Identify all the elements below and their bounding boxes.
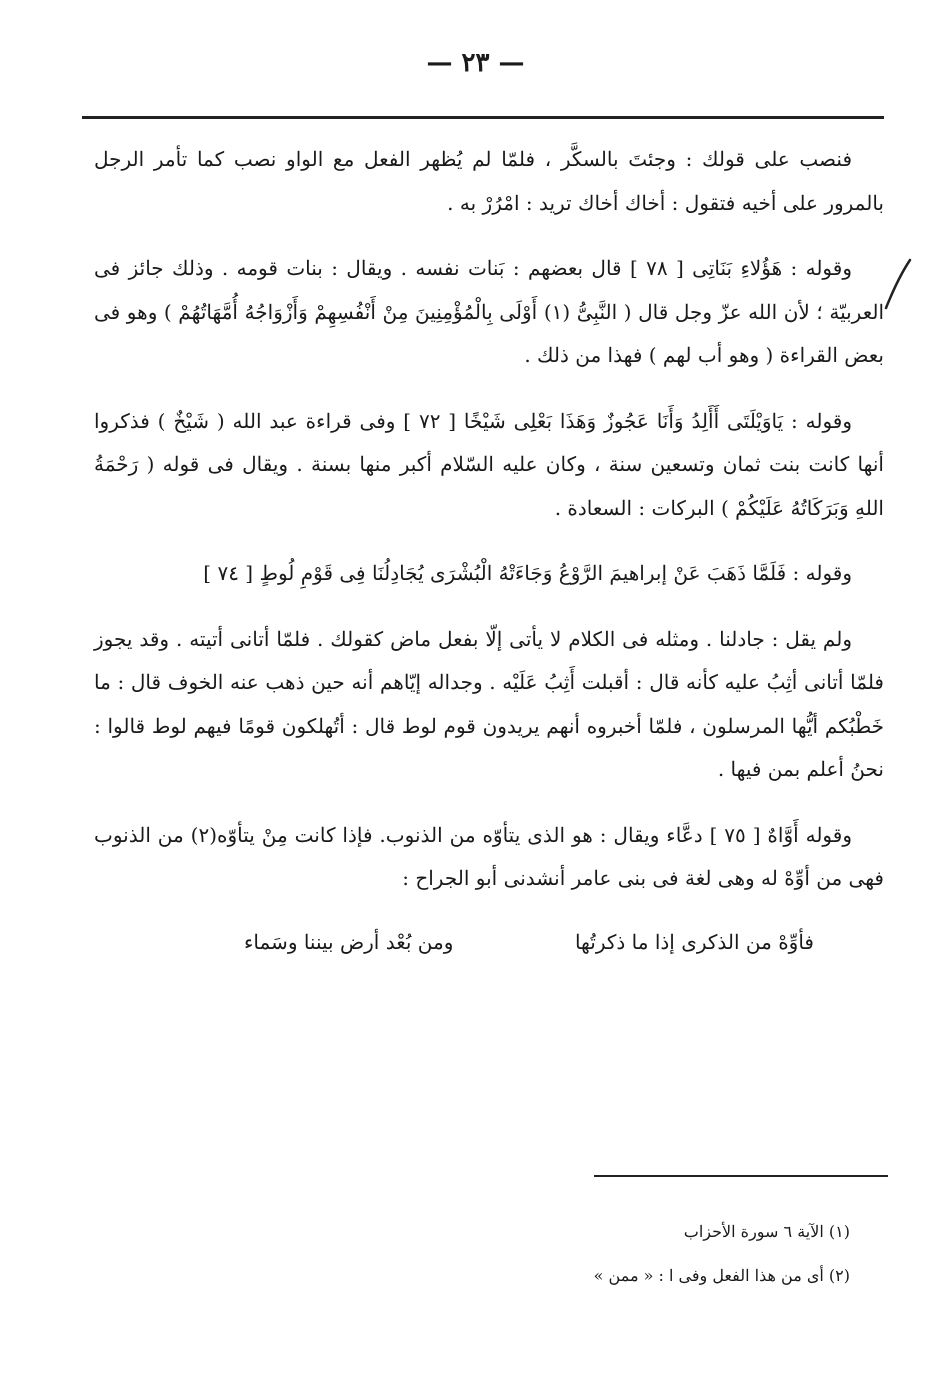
header-rule — [82, 116, 884, 119]
verse-second-hemistich: ومن بُعْد أرض بيننا وسَماء — [244, 929, 454, 954]
poetry-verse — [94, 921, 884, 965]
footnote-2: (٢) أى من هذا الفعل وفى ا : « ممن » — [593, 1266, 850, 1285]
paragraph-5: ولم يقل : جادلنا . ومثله فى الكلام لا يأتى إلّا بفعل ماض كقولك . فلمّا أتانى أتيته . وقد يجوز فلمّا أتانى أثِبُ عليه كأنه قال : أقبلت أَثِبُ عَلَيْه . وجداله إيّاهم أنه حين ذهب عنه الخوف قال : ما خَطْبُكم أيُّها المرسلون ، فلمّا أخبروه أنهم يريدون قوم لوط قال : أتُهلكون قومًا فيهم لوط قالوا : نحنُ أعلم بمن فيها . — [94, 626, 885, 781]
footnote-rule — [594, 1175, 888, 1177]
footnote-1: (١) الآية ٦ سورة الأحزاب — [683, 1222, 850, 1241]
paragraph-6: وقوله أَوَّاهٌ [ ٧٥ ] دعَّاء ويقال : هو الذى يتأوّه من الذنوب. فإذا كانت مِنْ يتأوّه(٢) من الذنوب فهى من أوِّهْ له وهى لغة فى بنى عامر أنشدنى أبو الجراح : — [94, 822, 884, 890]
page-number: — ٢٣ — — [426, 48, 525, 78]
verse-first-hemistich: فأوِّهْ من الذكرى إذا ما ذكرتُها — [574, 929, 814, 954]
paragraph-2: وقوله : هَؤُلاءِ بَنَاتِى [ ٧٨ ] قال بعضهم : بَنات نفسه . ويقال : بنات قومه . وذلك جائز فى العربيّة ؛ لأن الله عزّ وجل قال ( النَّبِىُّ (١) أَوْلَى بِالْمُؤْمِنِينَ مِنْ أَنْفُسِهِمْ وَأَزْوَاجُهُ أُمَّهَاتُهُمْ ) وهو فى بعض القراءة ( وهو أب لهم ) فهذا من ذلك . — [94, 256, 885, 367]
paragraph-4: وقوله : فَلَمَّا ذَهَبَ عَنْ إبراهيمَ الرَّوْعُ وَجَاءَتْهُ الْبُشْرَى يُجَادِلُنَا فِى قَوْمِ لُوطٍ [ ٧٤ ] — [203, 561, 852, 585]
margin-pen-mark — [880, 258, 920, 310]
main-text — [94, 138, 884, 964]
paragraph-3: وقوله : يَاوَيْلَتَى أَأَلِدُ وَأَنَا عَجُوزٌ وَهَذَا بَعْلِى شَيْخًا [ ٧٢ ] وفى قراءة عبد الله ( شَيْخٌ ) فذكروا أنها كانت بنت ثمان وتسعين سنة ، وكان عليه السّلام أكبر منها بسنة . ويقال فى قوله ( رَحْمَةُ اللهِ وَبَرَكَاتُهُ عَلَيْكُمْ ) البركات : السعادة . — [94, 408, 884, 520]
footnotes — [300, 1210, 850, 1298]
paragraph-1: فنصب على قولك : وجئتَ بالسكَّر ، فلمّا لم يُظهر الفعل مع الواو نصب كما تأمر الرجل بالمرور على أخيه فتقول : أخاك أخاك تريد : امْرُرْ به . — [94, 147, 884, 215]
